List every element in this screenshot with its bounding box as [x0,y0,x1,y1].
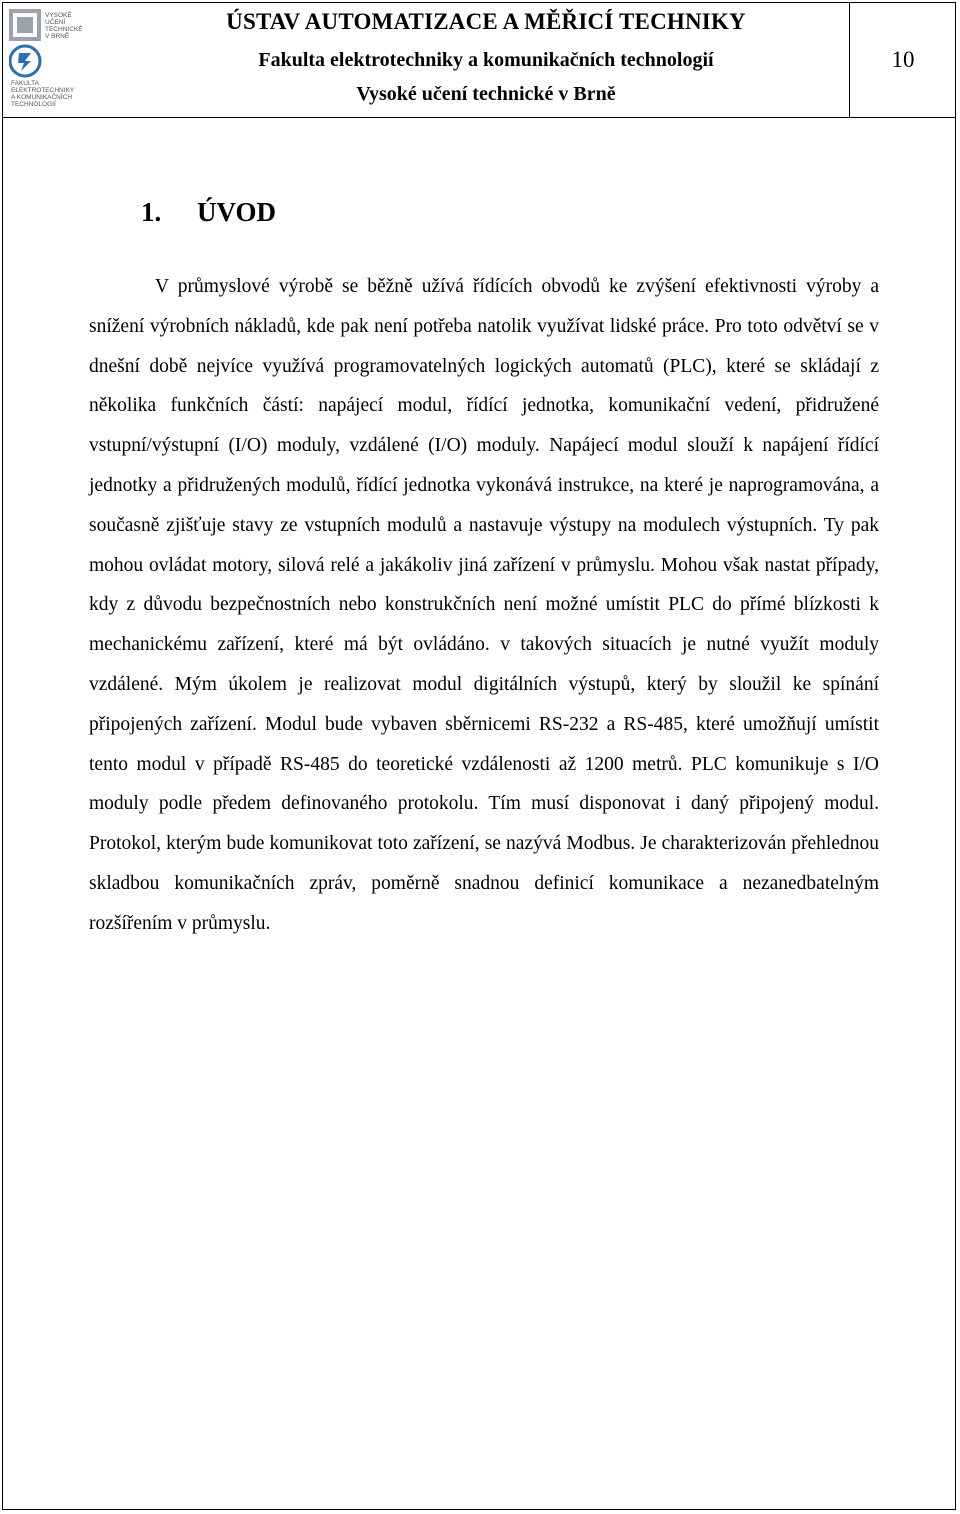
logo-text-line: ELEKTROTECHNIKY [11,87,75,94]
page-number: 10 [891,47,915,72]
page-header [3,3,955,118]
chapter-number: 1. [141,197,162,227]
body-paragraph: V průmyslové výrobě se běžně užívá řídících obvodů ke zvýšení efektivnosti výroby a snížení výrobních nákladů, kde pak není potřeba natolik využívat lidské práce. Pro toto odvětví se v dnešní době nejvíce využívá programovatelných logických automatů (PLC), které se skládají z několika funkčních částí: napájecí modul, řídící jednotka, komunikační vedení, přidružené vstupní/výstupní (I/O) moduly, vzdálené (I/O) moduly. Napájecí modul slouží k napájení řídící jednotky a přidružených modulů, řídící jednotka vykonává instrukce, na které je naprogramována, a současně zjišťuje stavy ze vstupních modulů a nastavuje výstupy na modulech výstupních. Ty pak mohou ovládat motory, silová relé a jakákoliv jiná zařízení v průmyslu. Mohou však nastat případy, kdy z důvodu bezpečnostních nebo konstrukčních není možné umístit PLC do přímé blízkosti k mechanickému zařízení, které má být ovládáno. v takových situacích je nutné využít moduly vzdálené. Mým úkolem je realizovat modul digitálních výstupů, který by sloužil ke spínání připojených zařízení. Modul bude vybaven sběrnicemi RS-232 a RS-485, které umožňují umístit tento modul v případě RS-485 do teoretické vzdálenosti až 1200 metrů. PLC komunikuje s I/O moduly podle předem definovaného protokolu. Tím musí disponovat i daný připojený modul. Protokol, kterým bude komunikovat toto zařízení, se nazývá Modbus. Je charakterizován přehlednou skladbou komunikačních zpráv, poměrně snadnou definicí komunikace a nezanedbatelným rozšířením v průmyslu. [89,276,879,934]
logo-text-line: VYSOKÉ [45,12,72,19]
chapter-heading [141,197,276,228]
logo-text-line: UČENÍ [45,19,66,26]
logo-text-line: TECHNICKÉ [45,26,83,33]
logo-text-line: TECHNOLOGIÍ [11,101,56,108]
logo-text-line: V BRNĚ [45,33,70,40]
page-number-cell [849,3,956,117]
header-title-block [123,3,849,117]
faculty-name: Fakulta elektrotechniky a komunikačních technologií [258,49,714,71]
logo-text-line: FAKULTA [11,80,39,87]
logo-text-line: A KOMUNIKAČNÍCH [11,94,73,101]
university-logo-icon [9,9,121,111]
university-name: Vysoké učení technické v Brně [356,83,616,105]
institute-name: ÚSTAV AUTOMATIZACE A MĚŘICÍ TECHNIKY [226,9,746,34]
faculty-logo [3,3,123,117]
document-page [2,2,956,1510]
chapter-title: ÚVOD [197,197,276,227]
